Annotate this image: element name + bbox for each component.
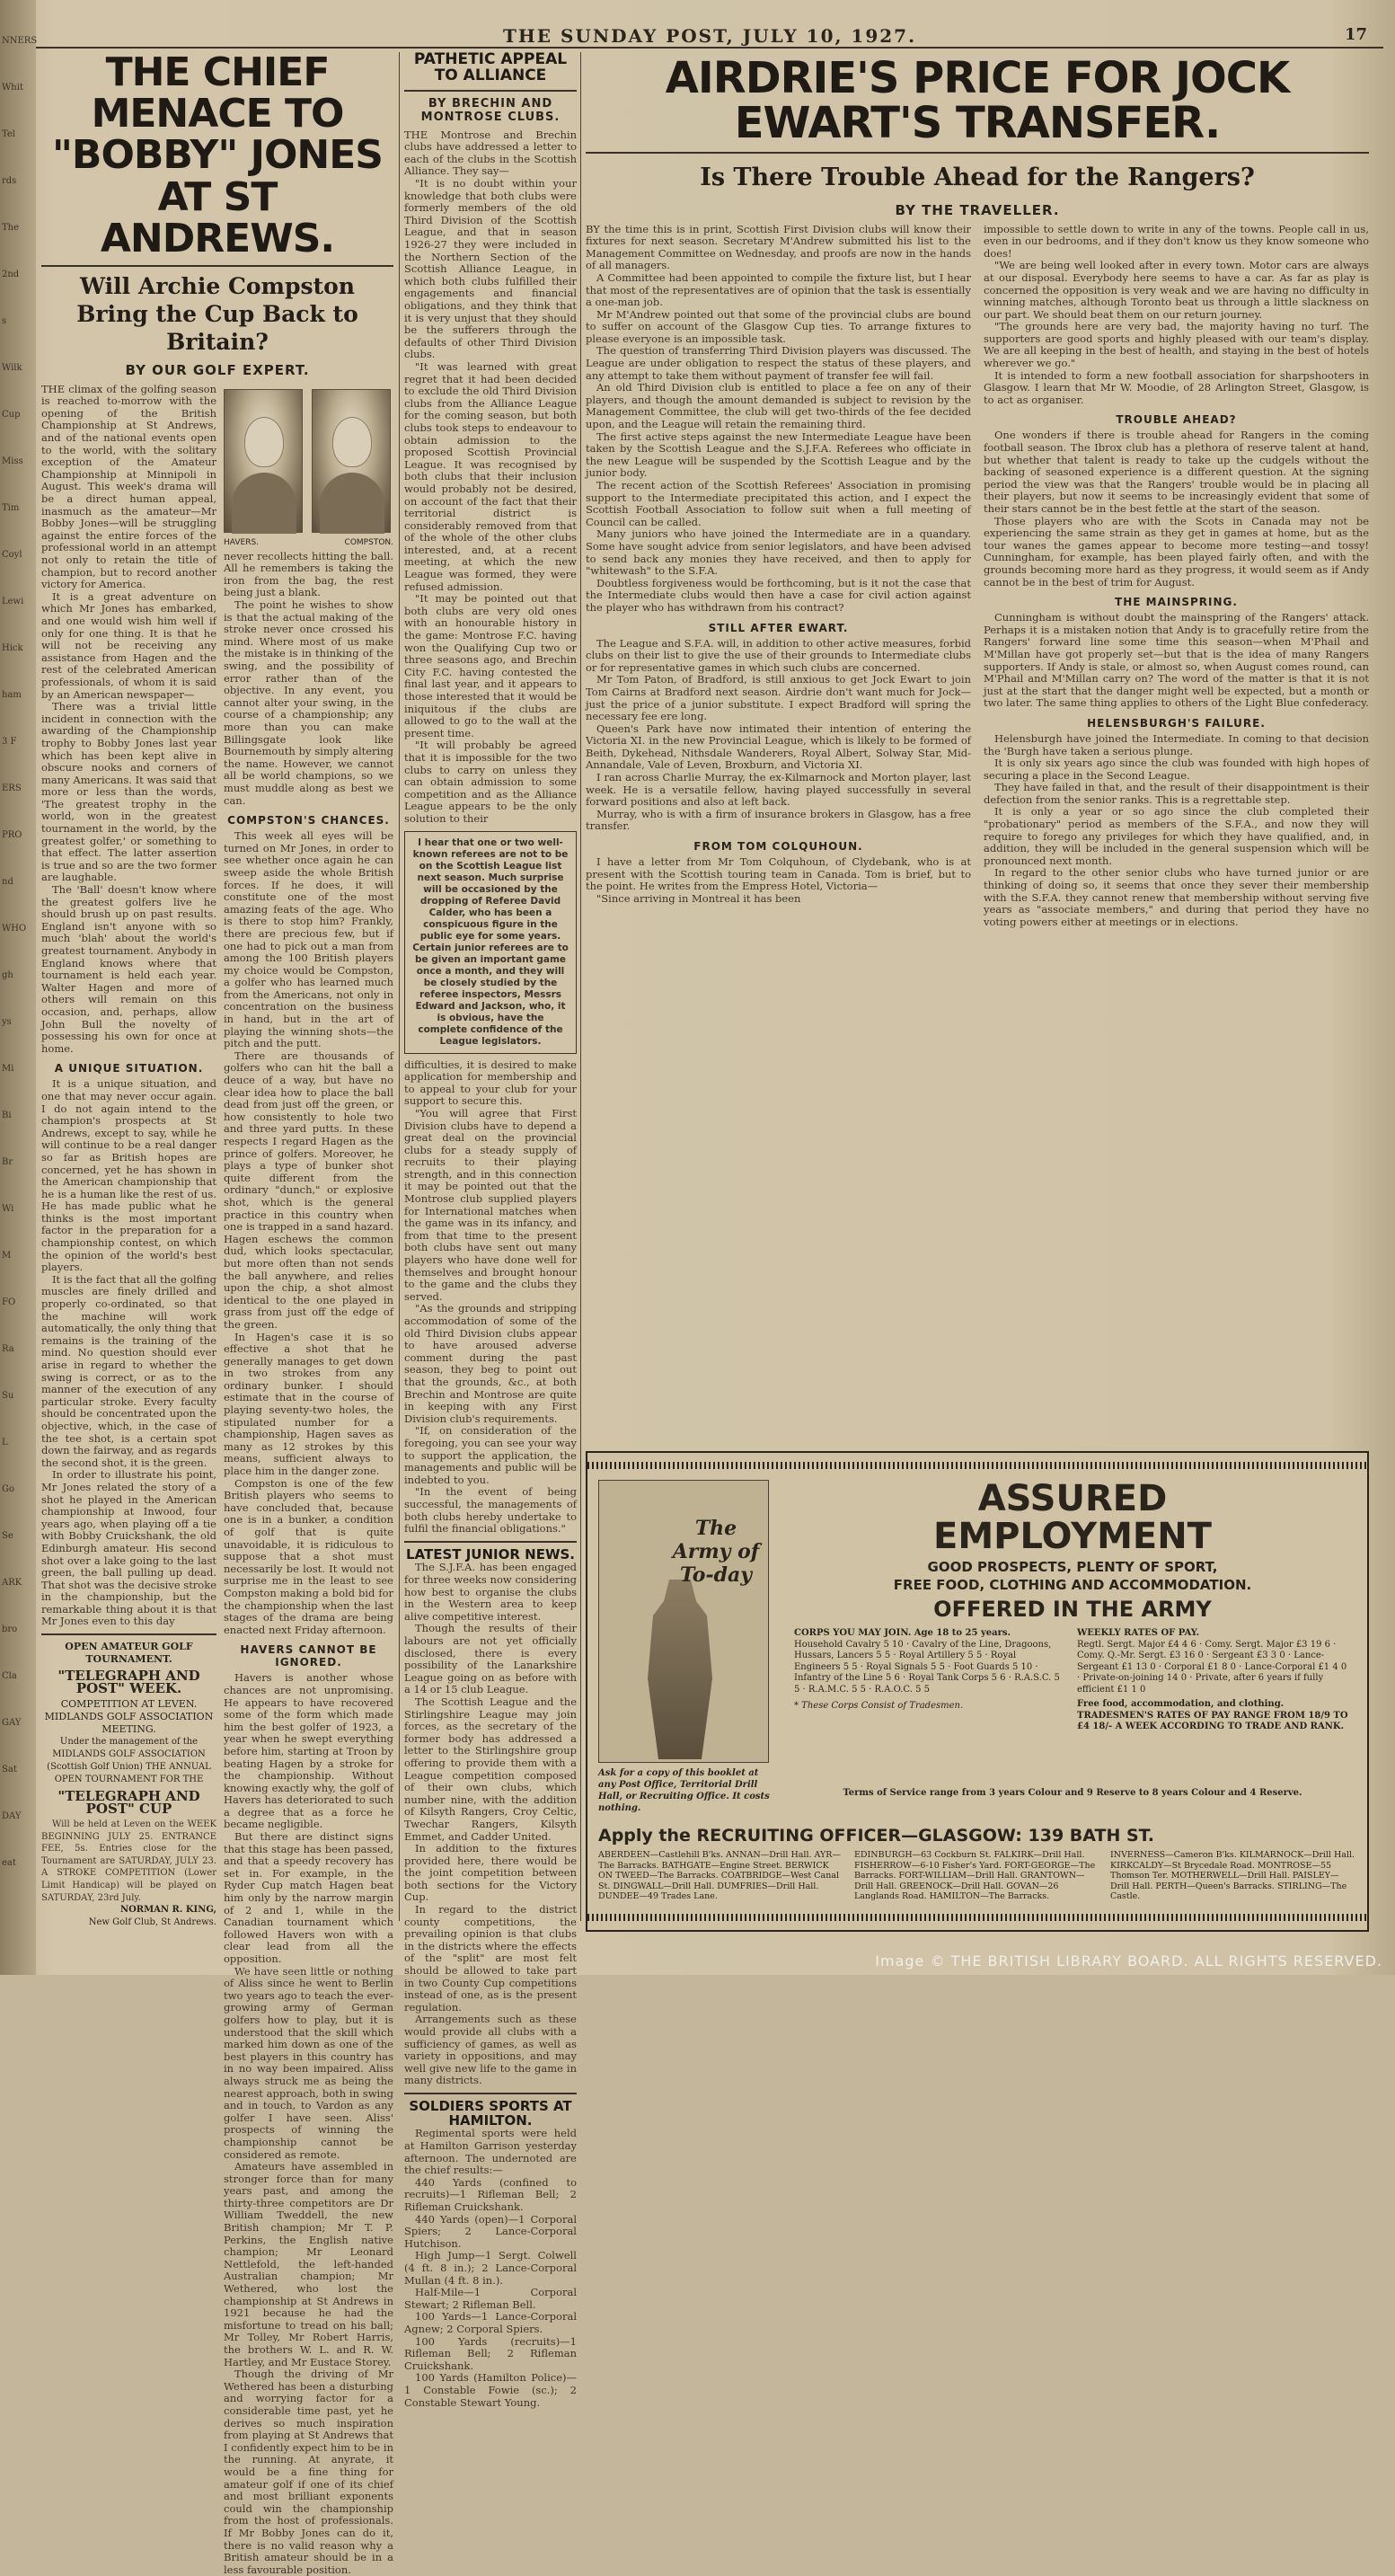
gutter-fragment: DAY (2, 1811, 22, 1821)
paragraph: Though the driving of Mr Wethered has been a disturbing and worrying factor for a considerable time past, yet he derives so much inspiration from playing at St Andrews that I confidently expect him to be in the running. At anyrate, it would be a fine thing for amateur golf if one of its chief and most brilliant exponents could win the championship from the host of professionals. If Mr Bobby Jones can do it, there is no valid reason why a British amateur should be in a less favourable position. (224, 2368, 393, 2576)
gutter-fragment: 2nd (2, 270, 20, 279)
gutter-fragment: Tel (2, 129, 16, 139)
paragraph: difficulties, it is desired to make application for membership and to appeal to your club for your support to secure this. (404, 1058, 577, 1108)
paragraph: It is intended to form a new football association for sharpshooters in Glasgow. I learn that Mr W. Moodie, of 28 Arlington Street, Glasgow, is to act as organiser. (984, 368, 1369, 406)
notice-line: OPEN AMATEUR GOLF TOURNAMENT. (65, 1641, 193, 1666)
photo-caption: COMPSTON. (344, 537, 393, 547)
paragraph: Regimental sports were held at Hamilton Garrison yesterday afternoon. The undernoted are the chief results:— (404, 2127, 577, 2177)
rates-heading: WEEKLY RATES OF PAY. (1077, 1628, 1200, 1638)
paragraph: I ran across Charlie Murray, the ex-Kilmarnock and Morton player, last week. He is a versatile fellow, having played successfully in several forward positions and also at left back. (586, 771, 971, 809)
ad-tagline: OFFERED IN THE ARMY (933, 1597, 1212, 1622)
office-list: INVERNESS—Cameron B'ks. KILMARNOCK—Drill Hall. KIRKCALDY—St Brycedale Road. MONTROSE—55 Thomson Ter. MOTHERWELL—Drill Hall. PAISLEY—Drill Hall. PERTH—Queen's Barracks. STIRLING—The Castle. (1110, 1850, 1355, 1901)
gutter-fragment: FO (2, 1297, 16, 1307)
corps-heading: CORPS YOU MAY JOIN. Age 18 to 25 years. (794, 1628, 1011, 1638)
page-number: 17 (1344, 25, 1367, 44)
paragraph: A Committee had been appointed to compile the fixture list, but I hear that most of the representatives are of opinion that the task is essentially a one-man job. (586, 270, 971, 309)
paragraph: The 'Ball' doesn't know where the greatest golfers live he should brush up on past results. England isn't anyone with so much 'blah' about the world's greatest tournament. Anybody in England knows where that tournament is held each year. Walter Hagen and more of others will remain on this occasion, and, perhaps, allow John Bull the novelty of possessing his own for once at home. (41, 883, 216, 1055)
paragraph: "It may be pointed out that both clubs are very old ones with an honourable history in the game: Montrose F.C. having won the Qualifying Cup two or three seasons ago, and Brechin City F.C. having contested the final last year, and it appears to those interested that it would be iniquitous if the clubs are allowed to go to the wall at the present time. (404, 592, 577, 739)
gutter-fragment: PRO (2, 830, 22, 840)
divider (404, 1541, 577, 1543)
notice-signature: New Golf Club, St Andrews. (88, 1917, 216, 1928)
gutter-fragment: L (2, 1438, 8, 1447)
booklet-illustration (598, 1480, 769, 1763)
paragraph: The League and S.F.A. will, in addition to other active measures, forbid clubs on their list to give the use of their grounds to Intermediate clubs or for representative games in which such clubs are concerned. (586, 636, 971, 674)
booklet-note: Ask for a copy of this booklet at any Post Office, Territorial Drill Hall, or Recruiting Office. It costs nothing. (598, 1768, 770, 1813)
ad-tagline: GOOD PROSPECTS, PLENTY OF SPORT, (927, 1559, 1218, 1575)
gutter-fragment: Go (2, 1484, 15, 1494)
gutter-fragment: NNERS (2, 36, 38, 46)
paragraph: In regard to the district county competitions, the prevailing opinion is that clubs in the districts where the effects of the "split" are most felt should be allowed to take part in two County Cup competitions instead of one, as is the present regulation. (404, 1903, 577, 2014)
rates-extra: Free food, accommodation, and clothing. TRADESMEN'S RATES OF PAY RANGE FROM 18/9 TO £4 18/- A WEEK ACCORDING TO TRADE AND RANK. (1077, 1699, 1348, 1731)
appeal-headline: PATHETIC APPEAL TO ALLIANCE (413, 50, 568, 84)
gutter-fragment: Tim (2, 503, 20, 513)
paragraph: Amateurs have assembled in stronger force than for many years past, and among the thirty-three competitors are Dr William Tweddell, the new British champion; Mr T. P. Perkins, the English native champion; Mr Leonard Nettlefold, the left-handed Australian champion; Mr Wethered, who lost the championship at St Andrews in 1921 because he had the misfortune to tread on his ball; Mr Tolley, Mr Robert Harris, the brothers W. L. and R. W. Hartley, and Mr Eustace Storey. (224, 2160, 393, 2368)
section-heading: HELENSBURGH'S FAILURE. (1087, 716, 1266, 730)
paragraph: One wonders if there is trouble ahead for Rangers in the coming football season. The Ibrox club has a plethora of reserve talent at hand, but whether that talent is ready to take up the cudgels without the backing of seasoned experience is a different question. At the signing period the view was that the Rangers' trouble would be in placing all their players, but now it seems to be increasingly evident that some of their stars cannot be in the best fettle at the start of the season. (984, 429, 1369, 515)
gutter-fragment: s (2, 316, 7, 326)
gutter-fragment: Miss (2, 456, 23, 466)
paragraph: "Since arriving in Montreal it has been (596, 891, 801, 905)
ad-border (587, 1462, 1367, 1469)
result-line: Half-Mile—1 Corporal Stewart; 2 Rifleman Bell. (404, 2286, 577, 2311)
result-line: 100 Yards—1 Lance-Corporal Agnew; 2 Corporal Spiers. (404, 2310, 577, 2335)
airdrie-byline: BY THE TRAVELLER. (895, 201, 1060, 218)
paragraph: The point he wishes to show is that the actual making of the stroke never once crossed his mind. Where most of us make the mistake is in thinking of the swing, and the possibility of error rather than of the objective. In any event, you cannot alter your swing, in the course of a championship; any more than you can make Billingsgate look like Bournemouth by simply altering the name. However, we cannot all be world champions, so we must muddle along as best we can. (224, 598, 393, 807)
paragraph: "It is no doubt within your knowledge that both clubs were formerly members of the old Third Division of the Scottish League, and that in season 1926-27 they were included in the Northern Section of the Scottish Alliance League, in which both clubs fulfilled their engagements and financial obligations, and they think that it is very unjust that they should be the sufferers through the defaults of other Third Division clubs. (404, 177, 577, 361)
gutter-fragment: Sat (2, 1765, 17, 1775)
paragraph: "If, on consideration of the foregoing, you can see your way to support the application, the managements and public will be indebted to you. (404, 1424, 577, 1486)
junior-headline: LATEST JUNIOR NEWS. (405, 1545, 575, 1562)
paragraph: There was a trivial little incident in connection with the awarding of the Championship trophy to Bobby Jones last year which has been kept alive in obscure nooks and corners of many Americans. It was said that more or less than the words, 'The greatest trophy in the world, won in the greatest tournament in the world, by the greatest golfer,' or something to that effect. The latter assertion is true and so are the two former are laughable. (41, 700, 216, 884)
paragraph: "The grounds here are very bad, the majority having no turf. The supporters are good sports and highly pleased with our team's display. We are all keeping in the best of health, and staying in the best of hotels wherever we go." (984, 320, 1369, 370)
ad-headline-1: ASSURED (977, 1478, 1168, 1519)
divider (41, 1633, 216, 1635)
middle-column (404, 50, 577, 2409)
gutter-fragment: bro (2, 1624, 18, 1634)
gutter-fragment: ham (2, 690, 22, 700)
referee-note-box (404, 831, 577, 1054)
paragraph: impossible to settle down to write in any of the towns. People call in us, even in our bedrooms, and if they don't know us they know someone who does! (984, 222, 1369, 260)
paragraph: There are thousands of golfers who can hit the ball a deuce of a way, but have no clear idea how to place the ball dead from just off the green, or how consistently to hole two and three yard putts. In these respects I regard Hagen as the prince of golfers. Moreover, he plays a type of bunker shot quite different from the ordinary "dunch," or explosive shot, which is the general practice in this country when one is trapped in a sand hazard. Hagen eschews the common dud, which looks spectacular, but more often than not sends the ball anywhere, and relies upon the chip, a shot almost identical to the one played in grass from just off the edge of the green. (224, 1049, 393, 1331)
office-list: EDINBURGH—63 Cockburn St. FALKIRK—Drill Hall. FISHERROW—6-10 Fisher's Yard. FORT-GEORGE—The Barracks. FORT-WILLIAM—Drill Hall. GRANTOWN—Drill Hall. GREENOCK—Drill Hall. GOVAN—26 Langlands Road. HAMILTON—The Barracks. (854, 1850, 1096, 1901)
paragraph: "As the grounds and stripping accommodation of some of the old Third Division clubs appear to have aroused adverse comment during the past season, they beg to point out that the grounds, &c., at both Brechin and Montrose are quite in keeping with any First Division club's requirements. (404, 1302, 577, 1425)
ad-tagline: FREE FOOD, CLOTHING AND ACCOMMODATION. (893, 1577, 1252, 1593)
result-line: 440 Yards (open)—1 Corporal Spiers; 2 Lance-Corporal Hutchison. (404, 2212, 577, 2250)
notice-line: Will be held at Leven on the WEEK BEGINNING JULY 25. ENTRANCE FEE, 5s. Entries close for the Tournament are SATURDAY, JULY 23. A STROKE COMPETITION (Lower Limit Handicap) will be played on SATURDAY, 23rd July. (41, 1819, 216, 1903)
havers-photo (224, 389, 303, 533)
divider (41, 265, 393, 267)
gutter-fragment: Mi (2, 1064, 14, 1074)
paragraph: The recent action of the Scottish Referees' Association in promising support to the Intermediate precipitated this action, and I expect the Scottish Football Association to follow suit when a full meeting of Council can be called. (586, 479, 971, 528)
gutter-fragment: Wi (2, 1204, 14, 1214)
player-photos (224, 389, 393, 533)
gutter-fragment: 3 F (2, 737, 17, 747)
corps-note: * These Corps Consist of Tradesmen. (794, 1701, 964, 1711)
divider (404, 90, 577, 92)
gutter-fragment: Cup (2, 410, 21, 420)
masthead-title: THE SUNDAY POST, JULY 10, 1927. (502, 25, 917, 47)
golf-subhead: Will Archie Compston Bring the Cup Back to Britain? (76, 272, 358, 356)
paragraph: It is a great adventure on which Mr Jones has embarked, and one would wish him well if only for one thing. It is that he will not be receiving any assistance from Hagen and the rest of the celebrated American professionals, of whom it is said by an American newspaper— (41, 589, 216, 701)
gutter-fragment: eat (2, 1858, 16, 1868)
airdrie-subhead: Is There Trouble Ahead for the Rangers? (700, 163, 1255, 191)
result-line: 440 Yards (confined to recruits)—1 Rifleman Bell; 2 Rifleman Cruickshank. (404, 2175, 577, 2214)
notice-line: "TELEGRAPH AND POST" WEEK. (57, 1668, 200, 1697)
result-line: High Jump—1 Sergt. Colwell (4 ft. 8 in.); 2 Lance-Corporal Mullan (4 ft. 8 in.). (404, 2249, 577, 2287)
gutter-fragment: Br (2, 1157, 13, 1167)
section-heading: STILL AFTER EWART. (708, 621, 849, 634)
recruiting-offices (598, 1850, 1357, 1902)
rates-list: Regtl. Sergt. Major £4 4 6 · Comy. Sergt. Major £3 19 6 · Comy. Q.-Mr. Sergt. £3 16 0 · Sergeant £3 3 0 · Lance-Sergeant £1 13 0 · Corporal £1 8 0 · Lance-Corporal £1 4 0 · Private-on-joining 14 0 · Private, after 6 years if fully efficient £1 1 0 (1077, 1639, 1347, 1695)
paragraph: Mr Tom Paton, of Bradford, is still anxious to get Jock Ewart to join Tom Cairns at Bradford next season. Airdrie don't want much for Jock—just the price of a junior substitute. I expect Bradford will spring the necessary fee ere long. (586, 673, 971, 723)
paragraph: never recollects hitting the ball. All he remembers is taking the iron from the bag, the rest being just a blank. (224, 549, 393, 599)
paragraph: Doubtless forgiveness would be forthcoming, but is it not the case that the Intermediate clubs would then have a case for civil action against the player who has withdrawn from his contract? (586, 576, 971, 614)
gutter-fragment: Whit (2, 83, 23, 93)
paragraph: Arrangements such as these would provide all clubs with a sufficiency of games, as well as variety in oppositions, and may well give new life to the game in many districts. (404, 2013, 577, 2087)
paragraph: In addition to the fixtures provided here, there would be the joint competition between both sections for the Victory Cup. (404, 1842, 577, 1904)
paragraph: I have a letter from Mr Tom Colquhoun, of Clydebank, who is at present with the Scottish touring team in Canada. Tom is brief, but to the point. He writes from the Empress Hotel, Victoria— (586, 855, 971, 893)
referee-note: I hear that one or two well-known referees are not to be on the Scottish League list next season. Much surprise will be occasioned by the dropping of Referee David Calder, who has been a conspicuous figure in the public eye for some years. Certain junior referees are to be given an important game once a month, and they will be closely studied by the referee inspectors, Messrs Edward and Jackson, who, it is obvious, have the complete confidence of the League legislators. (412, 837, 569, 1047)
paragraph: The S.J.F.A. has been engaged for three weeks now considering how best to organise the clubs in the Western area to keep alive competitive interest. (404, 1561, 577, 1623)
divider (404, 2093, 577, 2094)
paragraph: "It was learned with great regret that it had been decided to exclude the old Third Division clubs from the Alliance League for the coming season, but both clubs took steps to endeavour to obtain admission to the proposed Scottish Provincial League. It was recognised by both clubs that their inclusion would probably not be desired, on account of the fact that their territorial district is considerably removed from that of the whole of the other clubs interested, and, at a recent meeting, at which the new League was formed, they were refused admission. (404, 359, 577, 593)
paragraph: Those players who are with the Scots in Canada may not be experiencing the same strain as they get in games at home, but as the tour wanes the games appear to become more testing—and tossy! Cunningham, for example, has been played fairly often, and with the grounds becoming more hard as they progress, it would seem as if Andy cannot be in the best of trim for August. (984, 514, 1369, 589)
gutter-fragment: The (2, 223, 20, 233)
paragraph: They have failed in that, and the result of their disappointment is their defection from the senior ranks. This is a regrettable step. (984, 781, 1369, 806)
paragraph: The first active steps against the new Intermediate League have been taken by the Scottish League and the S.J.F.A. Referees who officiate in the new League will be suspended by the Scottish League and by the junior body. (586, 429, 971, 480)
booklet-title: The Army of To-day (672, 1517, 760, 1587)
golf-byline: BY OUR GOLF EXPERT. (125, 361, 310, 378)
paragraph: The Scottish League and the Stirlingshire League may join forces, as the secretary of the former body has addressed a letter to the Stirlingshire group offering to provide them with a League competition composed of their own clubs, which number nine, with the addition of Kilsyth Rangers, Croy Celtic, Twechar Rangers, Kilsyth Emmet, and Cadder United. (404, 1695, 577, 1843)
paragraph: Though the results of their labours are not yet officially disclosed, there is every possibility of the Lanarkshire League going on as before with a 14 or 15 club League. (404, 1622, 577, 1696)
paragraph: It is only six years ago since the club was founded with high hopes of securing a place in the Second League. (984, 757, 1369, 782)
photo-caption: HAVERS. (224, 537, 260, 547)
column-rule (580, 52, 581, 1921)
paragraph: "We are being well looked after in every town. Motor cars are always at our disposal. Everybody here seems to have a car. As far as play is concerned the opposition is very weak and we are having no difficulty in winning matches, although Toronto beat us through a little slackness on our part. We should beat them on our return journey. (984, 259, 1369, 321)
section-heading: THE MAINSPRING. (1115, 596, 1238, 609)
corps-list: Household Cavalry 5 10 · Cavalry of the Line, Dragoons, Hussars, Lancers 5 5 · Royal Artillery 5 5 · Royal Engineers 5 5 · Royal Signals 5 5 · Foot Guards 5 10 · Infantry of the Line 5 6 · Royal Tank Corps 5 6 · R.A.S.C. 5 5 · R.A.M.C. 5 5 · R.A.O.C. 5 5 (794, 1639, 1060, 1695)
paragraph: Helensburgh have joined the Intermediate. In coming to that decision the 'Burgh have taken a serious plunge. (984, 731, 1369, 757)
golf-article (41, 49, 393, 2576)
paragraph: Havers is another whose chances are not unpromising. He appears to have recovered some of the form which made him the best golfer of 1923, a year when he swept everything before him, starting at Troon by beating Hagen by a stroke for the championship. Without knowing exactly why, the golf of Havers has deteriorated to such a degree that as a force he became negligible. (224, 1671, 393, 1831)
gutter-fragment: ys (2, 1017, 12, 1027)
paragraph: Cunningham is without doubt the mainspring of the Rangers' attack. Perhaps it is a mistaken notion that Andy is to gracefully retire from the Rangers' forward line some time this season—when M'Phail and M'Millan have got properly set—but that is the idea of many Rangers supporters. If Andy is stale, or almost so, when August comes round, can M'Phail and M'Millan carry on? The word of the matter is that it is not just at the start that the danger might well be expected, but a month or two later. The same thing applies to others of the Light Blue confederacy. (984, 611, 1369, 710)
paragraph: Compston is one of the few British players who seems to have concluded that, because one is in a bunker, a condition of golf that is quite unavoidable, it is ridiculous to suppose that a shot must necessarily be lost. It would not surprise me in the least to see Compston making a bold bid for the championship when the last stages of the drama are being enacted next Friday afternoon. (224, 1476, 393, 1636)
gutter-fragment: Bi (2, 1111, 12, 1120)
notice-line: Under the management of the MIDLANDS GOLF ASSOCIATION (Scottish Golf Union) THE ANNUAL OPEN TOURNAMENT FOR THE (47, 1737, 211, 1785)
golf-headline: THE CHIEF MENACE TO "BOBBY" JONES AT ST ANDREWS. (52, 49, 383, 261)
sports-headline: SOLDIERS SPORTS AT HAMILTON. (409, 2097, 572, 2129)
result-line: 100 Yards (recruits)—1 Rifleman Bell; 2 Rifleman Cruickshank. (404, 2334, 577, 2372)
paragraph: "It will probably be agreed that it is impossible for the two clubs to carry on unless they can obtain admission to some competition and as the Alliance League appears to be the only solution to their (404, 739, 577, 825)
paragraph: Murray, who is with a firm of insurance brokers in Glasgow, has a free transfer. (586, 807, 971, 833)
gutter-fragment: M (2, 1251, 12, 1261)
section-heading: HAVERS CANNOT BE IGNORED. (240, 1643, 377, 1669)
notice-line: COMPETITION AT LEVEN. MIDLANDS GOLF ASSOCIATION MEETING. (44, 1698, 214, 1736)
gutter-fragment: rds (2, 176, 17, 186)
gutter-fragment: Se (2, 1531, 13, 1541)
left-gutter-column (0, 0, 36, 1975)
result-line: 100 Yards (Hamilton Police)—1 Constable Fowie (sc.); 2 Constable Stewart Young. (404, 2371, 577, 2409)
paragraph: It is the fact that all the golfing muscles are finely drilled and properly co-ordinated, so that the machine will work automatically, the only thing that remains is the training of the mind. No question should ever arise in regard to whether the swing is correct, or as to the manner of the execution of any particular stroke. Every faculty should be concentrated upon the objective, which, in the case of the tee shot, is a certain spot down the fairway, and as regards the second shot, it is the green. (41, 1272, 216, 1469)
paragraph: In Hagen's case it is so effective a shot that he generally manages to get down in two strokes from any ordinary bunker. I should estimate that in the course of playing seventy-two holes, the stipulated number for a championship, Hagen saves as many as 12 strokes by this means, sufficient always to place him in the danger zone. (224, 1330, 393, 1478)
paragraph: But there are distinct signs that this stage has been passed, and that a speedy recovery has set in. For example, in the Ryder Cup match Hagen beat him only by the narrow margin of 2 and 1, while in the Canadian tournament which followed Havers won with a clear lead from all the opposition. (224, 1830, 393, 1965)
gutter-fragment: Lewi (2, 597, 24, 606)
paragraph: "In the event of being successful, the managements of both clubs hereby undertake to fulfil the financial obligations." (404, 1485, 577, 1536)
gutter-fragment: GAY (2, 1718, 22, 1728)
gutter-fragment: Su (2, 1391, 14, 1401)
gutter-fragment: Cla (2, 1671, 17, 1681)
compston-photo (312, 389, 391, 533)
office-list: ABERDEEN—Castlehill B'ks. ANNAN—Drill Hall. AYR—The Barracks. BATHGATE—Engine Street. BERWICK ON TWEED—The Barracks. COATBRIDGE—West Canal St. DINGWALL—Drill Hall. DUMFRIES—Drill Hall. DUNDEE—49 Trades Lane. (598, 1850, 841, 1901)
paragraph: An old Third Division club is entitled to place a fee on any of their players, and though the amount demanded is subject to revision by the Management Committee, the club will get two-thirds of the fee decided upon, and the League will retain the remaining third. (586, 381, 971, 431)
appeal-byline: BY BRECHIN AND MONTROSE CLUBS. (420, 96, 561, 124)
airdrie-headline: AIRDRIE'S PRICE FOR JOCK EWART'S TRANSFER. (665, 53, 1290, 149)
ad-border (587, 1914, 1367, 1921)
paragraph: We have seen little or nothing of Aliss since he went to Berlin two years ago to teach the ever-growing army of German golfers how to play, but it is understood that the skill which marked him down as one of the best players in this country has in no way been impaired. Aliss always struck me as being the nearest approach, both in swing and in touch, to Vardon as any golfer I have seen. Aliss' prospects of winning the championship cannot be considered as remote. (224, 1964, 393, 2161)
gutter-fragment: Wilk (2, 363, 22, 373)
gutter-fragment: Hick (2, 643, 23, 653)
column-rule (399, 52, 400, 1921)
army-advertisement (586, 1451, 1369, 1932)
gutter-fragment: nd (2, 877, 13, 887)
gutter-fragment: ARK (2, 1578, 22, 1588)
section-heading: COMPSTON'S CHANCES. (227, 814, 390, 828)
paragraph: In regard to the other senior clubs who have turned junior or are thinking of doing so, it seems that once they sever their membership with the S.F.A. they cannot renew that membership without serving five years as "associate members," and during that period they have no voting powers either at meetings or in elections. (984, 866, 1369, 928)
gutter-fragment: WHO (2, 924, 27, 934)
gutter-fragment: gh (2, 970, 13, 980)
paragraph: The question of transferring Third Division players was discussed. The League are under obligation to respect the status of these players, and any attempt to take them without payment of transfer fee will fail. (586, 344, 971, 382)
section-heading: A UNIQUE SITUATION. (54, 1062, 204, 1076)
airdrie-article (586, 52, 1369, 1445)
section-heading: FROM TOM COLQUHOUN. (693, 840, 863, 854)
paragraph: This week all eyes will be turned on Mr Jones, in order to see whether once again he can sweep aside the whole British forces. If he does, it will constitute one of the most amazing feats of the age. Who is there to stop him? Frankly, there are precious few, but if one had to pick out a man from among the 100 British players my choice would be Compston, a golfer who has learned much from the Americans, not only in concentration on the business in hand, but in the art of playing the winning shots—the pitch and the putt. (224, 829, 393, 1050)
service-terms: Terms of Service range from 3 years Colour and 9 Reserve to 8 years Colour and 4 Reserve. (843, 1788, 1302, 1798)
notice-line: "TELEGRAPH AND POST" CUP (57, 1788, 200, 1818)
paragraph: It is a unique situation, and one that may never occur again. I do not again intend to the champion's prospects at St Andrews, except to say, while he will continue to be a real danger so far as British hopes are concerned, yet he has shown in the American championship that he is a human like the rest of us. He has made public what he thinks is the most important factor in the preparation for a championship contest, on which the opinion of the world's best players. (41, 1077, 216, 1274)
paragraph: Queen's Park have now intimated their intention of entering the Victoria XI. in the new Provincial League, which is likely to be formed of Beith, Dykehead, Nithsdale Wanderers, Royal Albert, Solway Star, Mid-Annandale, Vale of Leven, Broxburn, and Victoria XI. (586, 721, 971, 772)
paragraph: Many juniors who have joined the Intermediate are in a quandary. Some have sought advice from senior legislators, and have been advised to send back any monies they have received, and then to apply for "whitewash" to the S.F.A. (586, 527, 971, 578)
divider (586, 152, 1369, 154)
notice-signature: NORMAN R. KING, (119, 1905, 216, 1916)
section-heading: TROUBLE AHEAD? (1116, 413, 1237, 427)
masthead (36, 25, 1383, 49)
paragraph: In order to illustrate his point, Mr Jones related the story of a shot he played in the American championship at Inwood, four years ago, when playing off a tie with Bobby Cruickshank, the old Edinburgh amateur. His second shot over a lake going to the last green, the ball pulling up dead. That shot was the decisive stroke in the championship, but the remarkable thing about it is that Mr Jones even to this day (41, 1468, 217, 1628)
gutter-fragment: Ra (2, 1344, 14, 1354)
apply-line: Apply the RECRUITING OFFICER—GLASGOW: 139 BATH ST. (598, 1826, 1154, 1846)
paragraph: THE Montrose and Brechin clubs have addressed a letter to each of the clubs in the Scottish Alliance. They say— (404, 128, 577, 178)
golf-notice (41, 1641, 216, 1929)
image-credit: Image © THE BRITISH LIBRARY BOARD. ALL RIGHTS RESERVED. (875, 1952, 1382, 1970)
paragraph: BY the time this is in print, Scottish First Division clubs will know their fixtures for next season. Secretary M'Andrew submitted his list to the Management Committee on Wednesday, and proofs are now in the hands of all managers. (586, 222, 971, 272)
paragraph: Mr M'Andrew pointed out that some of the provincial clubs are bound to suffer on account of the Glasgow Cup ties. To arrange fixtures to please everyone is an impossible task. (586, 307, 971, 345)
gutter-fragment: ERS (2, 783, 22, 793)
gutter-fragment: Coyl (2, 550, 22, 560)
paragraph: THE climax of the golfing season is reached to-morrow with the opening of the British Championship at St Andrews, and of the national events open to the world, with the solitary exception of the Amateur Championship at Minnipoli in August. This week's drama will be a direct human appeal, inasmuch as the amateur—Mr Bobby Jones—will be struggling against the entire forces of the professional world in an attempt not only to retain the title of champion, but to record another victory for America. (41, 382, 216, 591)
soldier-illustration (626, 1580, 734, 1759)
paragraph: "You will agree that First Division clubs have to depend a great deal on the provincial clubs for a steady supply of recruits to their playing strength, and in this connection it may be pointed out that the Montrose club supplied players for International matches when the game was in its infancy, and from that time to the present both clubs have sent out many players who have done well for themselves and brought honour to the game and the clubs they served. (404, 1106, 577, 1303)
ad-headline-2: EMPLOYMENT (933, 1516, 1212, 1557)
paragraph: It is only a year or so ago since the club completed their "probationary" period as members of the S.F.A., and now they will require to forego any privileges for which they have qualified, and, in addition, they will be included in the general suspension which will be pronounced next month. (984, 805, 1369, 867)
